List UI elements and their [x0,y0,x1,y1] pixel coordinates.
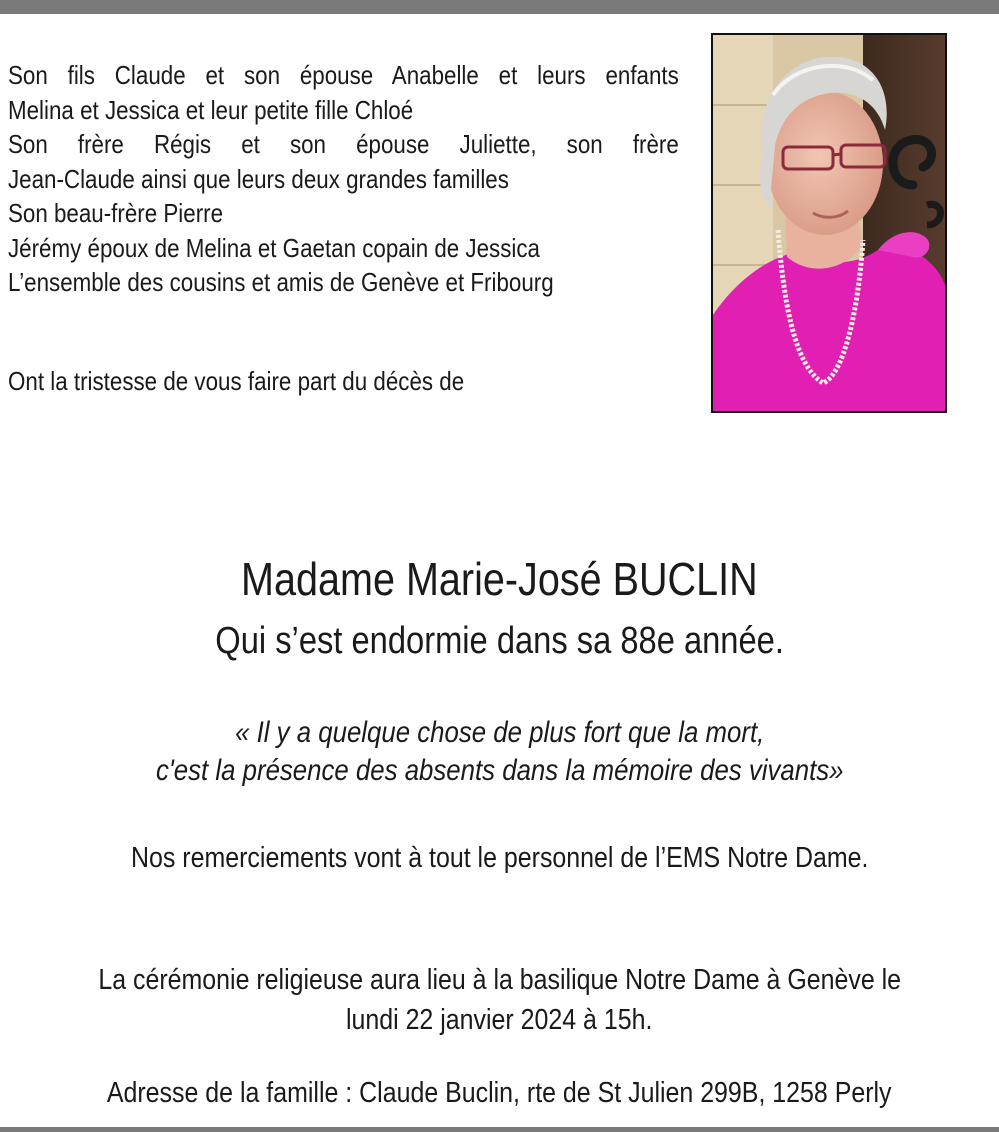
family-line: Son frère Régis et son épouse Juliette, son frère [8,129,679,159]
ceremony-line: lundi 22 janvier 2024 à 15h. [346,1004,653,1036]
quote-line: « Il y a quelque chose de plus fort que la mort, [234,716,765,749]
family-line: Jérémy époux de Melina et Gaetan copain de Jessica [8,232,540,263]
deceased-name: Madame Marie-José BUCLIN [241,553,758,605]
family-line: Son fils Claude et son épouse Anabelle et leurs enfants [8,60,679,90]
bottom-divider [0,1127,999,1132]
portrait-photo [711,33,947,413]
deceased-name-block [0,552,999,606]
thanks-block [0,842,999,875]
address-block [0,1077,999,1110]
family-line: L’ensemble des cousins et amis de Genève et Fribourg [8,267,554,297]
deceased-subtitle: Qui s’est endormie dans sa 88e année. [215,620,784,662]
quote-block [0,714,999,790]
ceremony-line: La cérémonie religieuse aura lieu à la basilique Notre Dame à Genève le [98,964,901,996]
family-address: Adresse de la famille : Claude Buclin, rte de St Julien 299B, 1258 Perly [107,1077,892,1109]
quote-line: c'est la présence des absents dans la mémoire des vivants» [155,754,844,787]
deceased-subtitle-block [0,620,999,663]
family-line: Jean-Claude ainsi que leurs deux grandes familles [8,163,509,194]
family-line: Melina et Jessica et leur petite fille Chloé [8,94,414,125]
thanks-text: Nos remerciements vont à tout le personnel de l’EMS Notre Dame. [130,842,869,874]
announcement-text: Ont la tristesse de vous faire part du décès de [8,366,465,396]
family-line: Son beau-frère Pierre [8,198,224,228]
top-divider [0,0,999,14]
family-list [8,58,679,300]
ceremony-block [0,960,999,1040]
